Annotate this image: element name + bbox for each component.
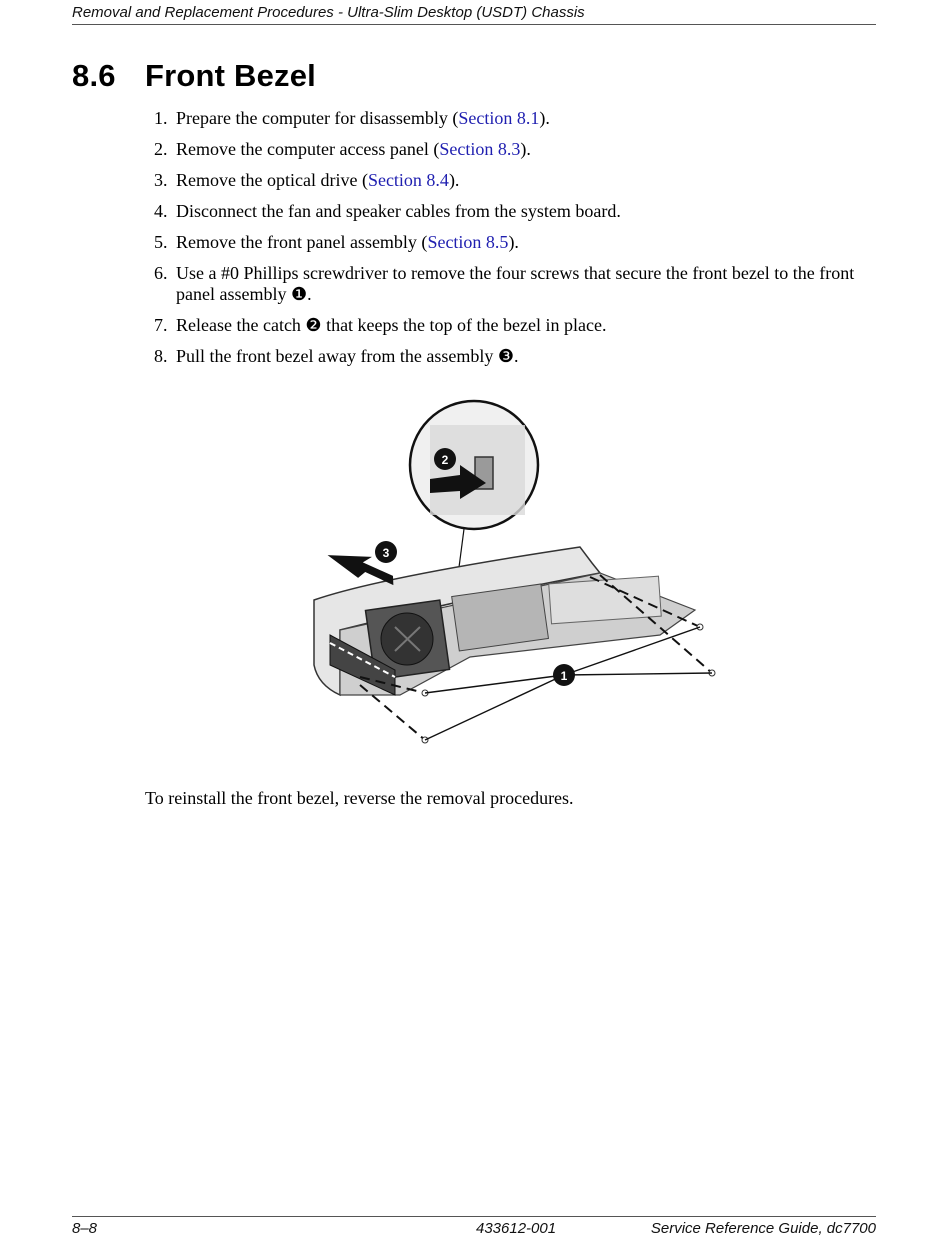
callout-3 <box>375 541 397 563</box>
step-text: Remove the computer access panel ( <box>176 139 440 159</box>
page-footer <box>72 1216 876 1239</box>
step-number: 2. <box>154 139 168 159</box>
step-text: ). <box>520 139 531 159</box>
step-text: Prepare the computer for disassembly ( <box>176 108 459 128</box>
step-item <box>152 263 872 305</box>
step-item <box>152 315 872 336</box>
section-link[interactable]: Section 8.5 <box>427 232 509 252</box>
step-item <box>152 232 872 253</box>
running-header: Removal and Replacement Procedures - Ultra-Slim Desktop (USDT) Chassis <box>72 4 876 25</box>
svg-text:1: 1 <box>560 669 568 683</box>
step-text: Disconnect the fan and speaker cables from the system board. <box>176 201 621 221</box>
step-number: 6. <box>154 263 168 283</box>
step-item <box>152 139 872 160</box>
section-heading <box>72 58 316 94</box>
step-number: 1. <box>154 108 168 128</box>
svg-text:2: 2 <box>441 453 449 467</box>
section-link[interactable]: Section 8.1 <box>458 108 540 128</box>
section-link[interactable]: Section 8.3 <box>439 139 521 159</box>
step-text: ). <box>508 232 519 252</box>
svg-text:3: 3 <box>382 546 390 560</box>
step-text: ). <box>448 170 460 190</box>
step-number: 3. <box>154 170 168 190</box>
section-link[interactable]: Section 8.4 <box>367 170 449 190</box>
guide-title: Service Reference Guide, dc7700 <box>650 1220 876 1237</box>
section-title: Front Bezel <box>145 58 316 93</box>
step-text: Use a #0 Phillips screwdriver to remove the four screws that secure the front bezel to the front panel assembly ❶. <box>176 263 855 304</box>
step-item <box>152 201 872 222</box>
step-item <box>152 170 872 191</box>
step-text: Remove the front panel assembly ( <box>176 232 428 252</box>
catch-detail-inset <box>410 401 538 575</box>
step-number: 7. <box>154 315 168 335</box>
step-text: Remove the optical drive ( <box>176 170 368 190</box>
front-bezel-illustration <box>300 395 730 755</box>
procedure-steps <box>152 108 872 377</box>
step-number: 4. <box>154 201 168 221</box>
step-number: 8. <box>154 346 168 366</box>
step-number: 5. <box>154 232 168 252</box>
closing-note: To reinstall the front bezel, reverse the removal procedures. <box>145 788 574 808</box>
step-item <box>152 346 872 367</box>
step-text: Release the catch ❷ that keeps the top of the bezel in place. <box>176 315 607 335</box>
callout-1 <box>553 664 575 686</box>
step-text: ). <box>539 108 550 128</box>
step-item <box>152 108 872 129</box>
page-number: 8–8 <box>72 1220 98 1237</box>
step-text: Pull the front bezel away from the assembly ❸. <box>176 346 519 366</box>
section-number: 8.6 <box>72 58 116 93</box>
document-number: 433612-001 <box>476 1220 557 1237</box>
callout-2 <box>434 448 456 470</box>
